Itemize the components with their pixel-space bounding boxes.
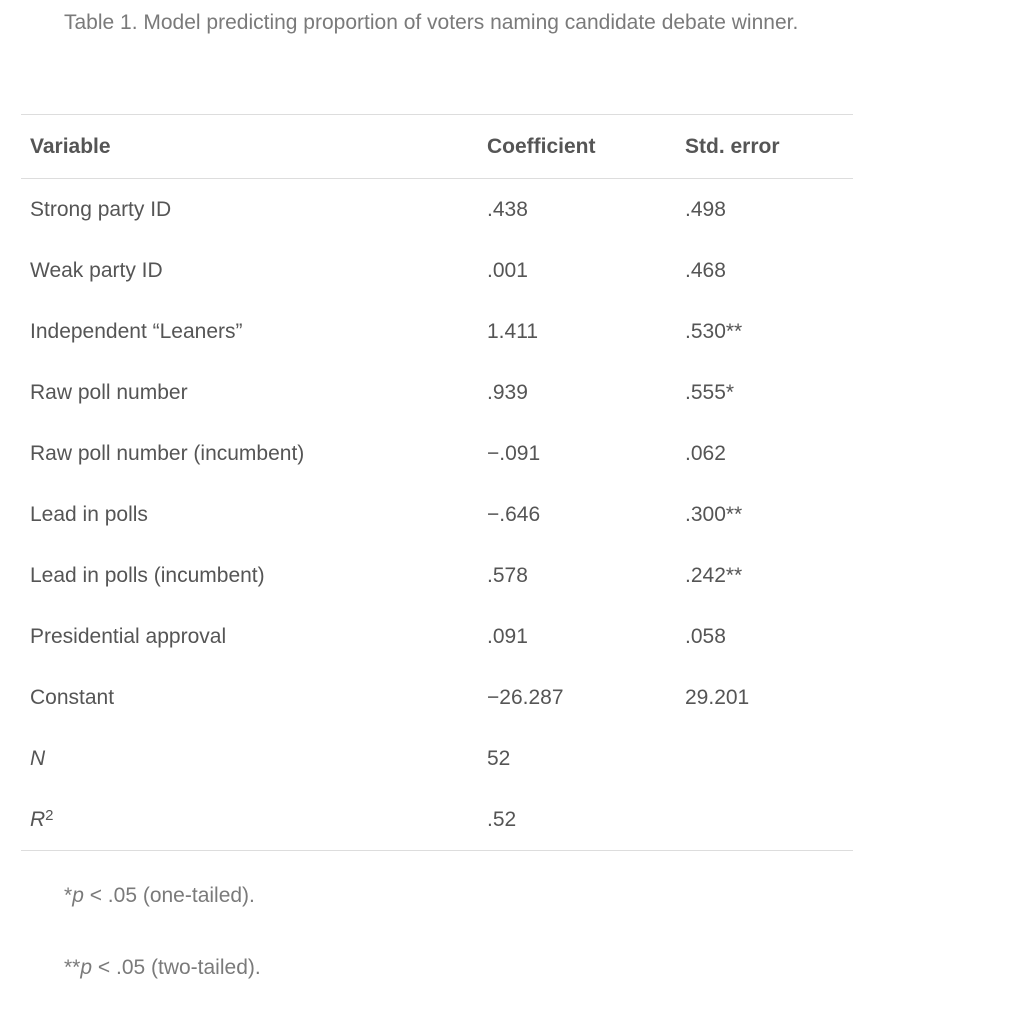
cell-n-label: N bbox=[30, 746, 46, 770]
cell-empty bbox=[676, 789, 853, 851]
cell-coefficient: 1.411 bbox=[487, 319, 538, 343]
table-row bbox=[21, 179, 853, 241]
table-row bbox=[21, 240, 853, 301]
table-row bbox=[21, 667, 853, 728]
cell-std-error: .468 bbox=[685, 258, 726, 282]
table-row-r2 bbox=[21, 789, 853, 851]
cell-r2-label bbox=[21, 789, 478, 851]
cell-std-error: .555* bbox=[685, 380, 735, 404]
table-row bbox=[21, 484, 853, 545]
table-row bbox=[21, 301, 853, 362]
cell-variable: Strong party ID bbox=[30, 197, 172, 221]
table-row bbox=[21, 606, 853, 667]
cell-variable: Weak party ID bbox=[30, 258, 163, 282]
table-caption: Table 1. Model predicting proportion of voters naming candidate debate winner. bbox=[64, 11, 799, 34]
cell-variable: Independent “Leaners” bbox=[30, 319, 243, 343]
cell-coefficient: −.091 bbox=[487, 441, 541, 465]
table-row-n bbox=[21, 728, 853, 789]
header-std-error: Std. error bbox=[685, 134, 780, 158]
cell-coefficient: −26.287 bbox=[487, 685, 564, 709]
cell-variable: Raw poll number bbox=[30, 380, 188, 404]
header-variable: Variable bbox=[30, 134, 111, 158]
footnote-text: < .05 (two-tailed). bbox=[92, 956, 261, 979]
footnote-marker: * bbox=[64, 884, 73, 907]
table-row bbox=[21, 362, 853, 423]
cell-coefficient: .001 bbox=[487, 258, 528, 282]
footnote-two-tailed bbox=[64, 956, 261, 980]
table-row bbox=[21, 545, 853, 606]
cell-std-error: .498 bbox=[685, 197, 726, 221]
cell-std-error: .300** bbox=[685, 502, 743, 526]
footnote-one-tailed bbox=[64, 884, 255, 908]
cell-coefficient: .091 bbox=[487, 624, 528, 648]
footnote-text: < .05 (one-tailed). bbox=[83, 884, 255, 907]
cell-variable: Lead in polls (incumbent) bbox=[30, 563, 265, 587]
header-coefficient: Coefficient bbox=[487, 134, 596, 158]
cell-std-error: .058 bbox=[685, 624, 726, 648]
cell-std-error: 29.201 bbox=[685, 685, 750, 709]
footnote-p: p bbox=[72, 884, 84, 907]
regression-table bbox=[21, 114, 853, 851]
cell-coefficient: .939 bbox=[487, 380, 528, 404]
cell-empty bbox=[676, 728, 853, 789]
table-header-row bbox=[21, 115, 853, 179]
regression-table-container bbox=[21, 114, 853, 851]
footnote-p: p bbox=[80, 956, 93, 979]
footnote-marker: ** bbox=[64, 956, 81, 979]
cell-n-value: 52 bbox=[487, 746, 511, 770]
table-row bbox=[21, 423, 853, 484]
cell-std-error: .530** bbox=[685, 319, 743, 343]
cell-coefficient: −.646 bbox=[487, 502, 541, 526]
r2-superscript: 2 bbox=[45, 806, 54, 824]
cell-variable: Lead in polls bbox=[30, 502, 148, 526]
cell-variable: Constant bbox=[30, 685, 115, 709]
cell-variable: Presidential approval bbox=[30, 624, 227, 648]
cell-variable: Raw poll number (incumbent) bbox=[30, 441, 305, 465]
cell-coefficient: .438 bbox=[487, 197, 528, 221]
cell-std-error: .242** bbox=[685, 563, 743, 587]
cell-r2-value: .52 bbox=[487, 807, 517, 831]
r2-symbol: R bbox=[30, 807, 46, 831]
cell-std-error: .062 bbox=[685, 441, 726, 465]
cell-coefficient: .578 bbox=[487, 563, 528, 587]
